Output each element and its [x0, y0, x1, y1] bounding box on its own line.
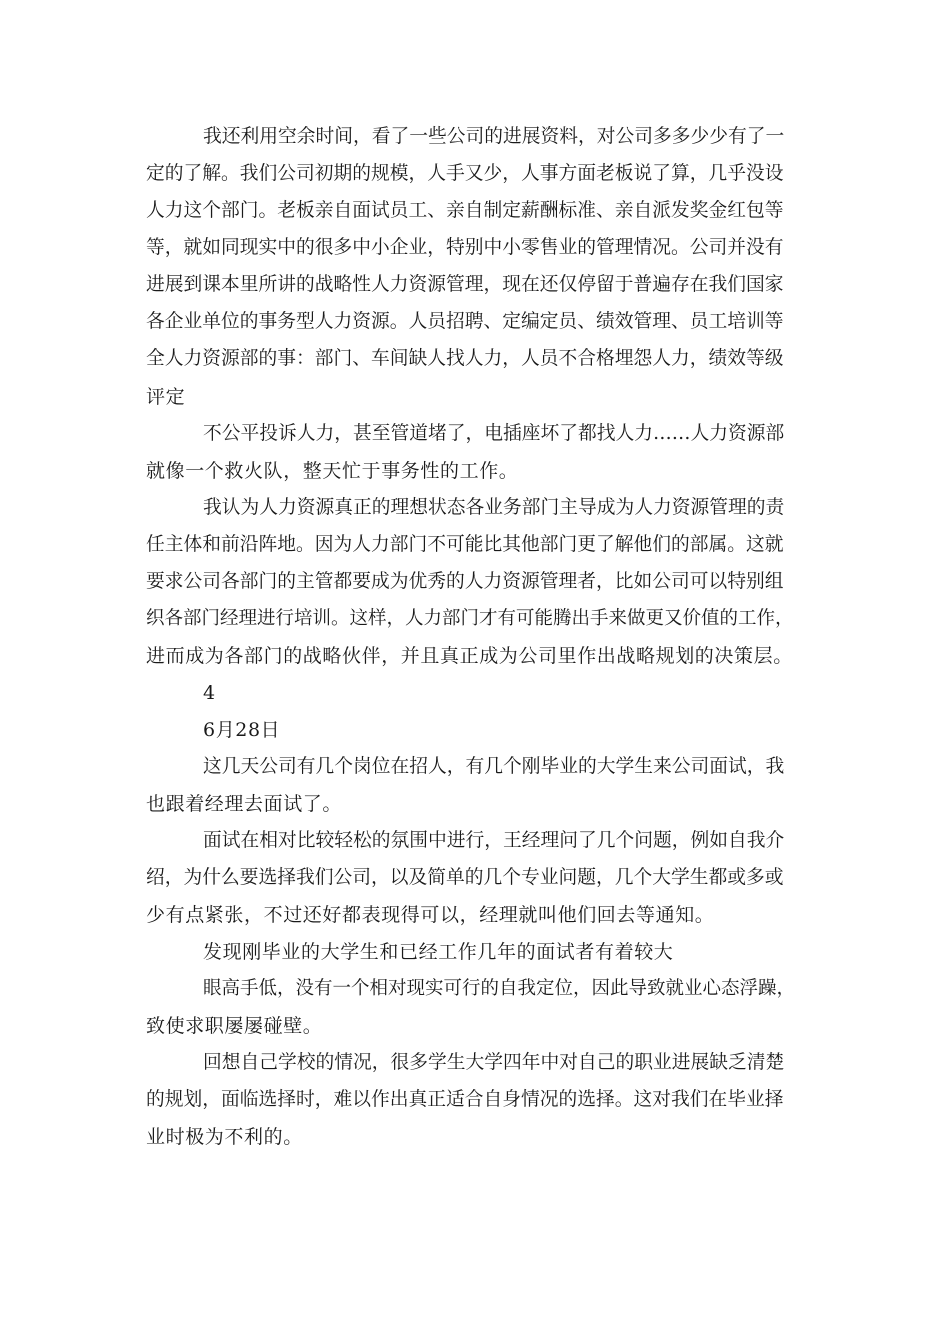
text-line: 进而成为各部门的战略伙伴，并且真正成为公司里作出战略规划的决策层。: [146, 645, 793, 667]
text-line: 评定: [146, 386, 186, 408]
text-line: 眼高手低，没有一个相对现实可行的自我定位，因此导致就业心态浮躁，: [203, 978, 796, 999]
text-line: 全人力资源部的事：部门、车间缺人找人力，人员不合格埋怨人力，绩效等级: [146, 348, 784, 369]
text-line: 织各部门经理进行培训。这样，人力部门才有可能腾出手来做更又价值的工作，: [146, 608, 794, 629]
text-line: 就像一个救火队，整天忙于事务性的工作。: [146, 460, 519, 482]
text-line: 回想自己学校的情况，很多学生大学四年中对自己的职业进展缺乏清楚: [203, 1052, 785, 1073]
text-line: 的规划，面临选择时，难以作出真正适合自身情况的选择。这对我们在毕业择: [146, 1089, 784, 1110]
text-line: 进展到课本里所讲的战略性人力资源管理，现在还仅停留于普遍存在我们国家: [146, 274, 784, 295]
text-line: 我认为人力资源真正的理想状态各业务部门主导成为人力资源管理的责: [203, 497, 785, 518]
text-line: 绍，为什么要选择我们公司，以及简单的几个专业问题，几个大学生都或多或: [146, 867, 784, 888]
text-line: 要求公司各部门的主管都要成为优秀的人力资源管理者，比如公司可以特别组: [146, 571, 784, 592]
text-line: 这几天公司有几个岗位在招人，有几个刚毕业的大学生来公司面试，我: [203, 756, 785, 777]
text-line: 致使求职屡屡碰壁。: [146, 1015, 323, 1037]
text-line: 不公平投诉人力，甚至管道堵了，电插座坏了都找人力……人力资源部: [203, 423, 785, 444]
text-line: 等，就如同现实中的很多中小企业，特别中小零售业的管理情况。公司并没有: [146, 237, 784, 258]
text-line: 面试在相对比较轻松的氛围中进行，王经理问了几个问题，例如自我介: [203, 830, 785, 851]
text-line: 6月28日: [203, 719, 281, 741]
text-line: 发现刚毕业的大学生和已经工作几年的面试者有着较大: [203, 941, 674, 963]
text-line: 4: [203, 682, 216, 704]
text-line: 少有点紧张，不过还好都表现得可以，经理就叫他们回去等通知。: [146, 904, 715, 926]
text-line: 业时极为不利的。: [146, 1126, 303, 1148]
text-line: 我还利用空余时间，看了一些公司的进展资料，对公司多多少少有了一: [203, 126, 785, 147]
text-line: 也跟着经理去面试了。: [146, 793, 343, 815]
text-line: 人力这个部门。老板亲自面试员工、亲自制定薪酬标准、亲自派发奖金红包等: [146, 200, 784, 221]
text-line: 定的了解。我们公司初期的规模，人手又少，人事方面老板说了算，几乎没设: [146, 163, 784, 184]
text-line: 各企业单位的事务型人力资源。人员招聘、定编定员、绩效管理、员工培训等: [146, 311, 784, 332]
text-line: 任主体和前沿阵地。因为人力部门不可能比其他部门更了解他们的部属。这就: [146, 534, 784, 555]
